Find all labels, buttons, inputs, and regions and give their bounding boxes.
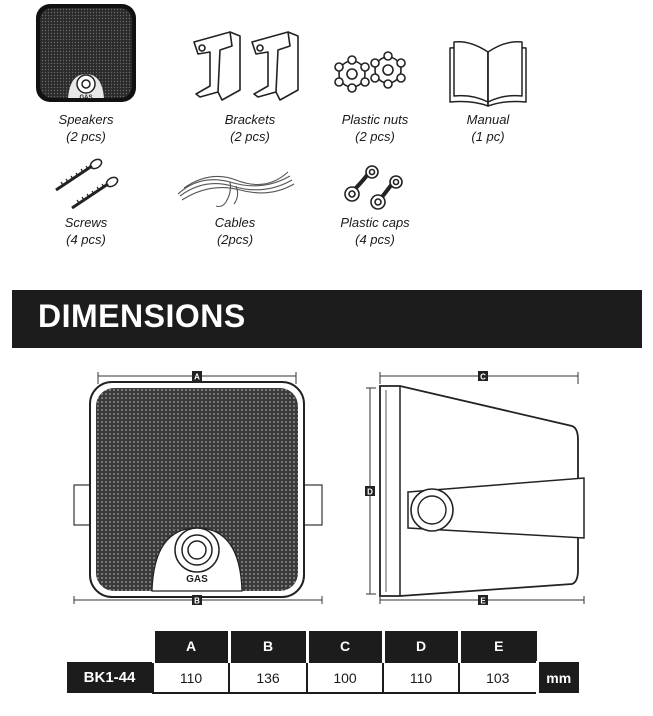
dimensions-banner xyxy=(12,290,642,348)
header-e: E xyxy=(459,631,537,662)
front-view xyxy=(74,371,322,606)
side-view xyxy=(365,371,584,606)
header-d: D xyxy=(383,631,459,662)
svg-text:GAS: GAS xyxy=(186,574,208,585)
item-brackets xyxy=(180,2,320,148)
item-qty: (2 pcs) xyxy=(355,129,395,144)
dimension-drawing xyxy=(0,360,653,610)
dim-label-e: E xyxy=(480,596,486,606)
plastic-nut-icon xyxy=(320,2,430,107)
item-name: Cables xyxy=(214,215,256,230)
bracket-icon xyxy=(180,2,320,107)
section-title: DIMENSIONS xyxy=(38,298,246,334)
dim-label-b: B xyxy=(194,596,200,606)
item-manual xyxy=(438,2,538,148)
item-qty: (2 pcs) xyxy=(66,129,106,144)
item-qty: (4 pcs) xyxy=(355,232,395,247)
cable-icon xyxy=(170,152,300,212)
item-name: Brackets xyxy=(224,112,276,127)
header-a: A xyxy=(153,631,229,662)
item-name: Screws xyxy=(64,215,108,230)
dimensions-table xyxy=(67,631,579,694)
dim-label-c: C xyxy=(480,372,486,382)
value-e: 103 xyxy=(459,662,537,693)
item-plastic-caps xyxy=(322,152,428,252)
screw-icon xyxy=(36,152,136,212)
value-b: 136 xyxy=(229,662,307,693)
header-b: B xyxy=(229,631,307,662)
model-cell: BK1-44 xyxy=(67,662,153,693)
item-qty: (2pcs) xyxy=(216,232,254,247)
item-name: Plastic caps xyxy=(340,215,410,230)
item-qty: (2 pcs) xyxy=(230,129,270,144)
value-d: 110 xyxy=(383,662,459,693)
manual-icon xyxy=(438,2,538,107)
unit-cell: mm xyxy=(537,662,579,693)
item-qty: (4 pcs) xyxy=(66,232,106,247)
item-qty: (1 pc) xyxy=(471,129,505,144)
item-plastic-nuts xyxy=(320,2,430,148)
speaker-icon xyxy=(26,2,146,107)
header-c: C xyxy=(307,631,383,662)
svg-text:GAS: GAS xyxy=(79,95,93,101)
item-speakers xyxy=(26,2,146,148)
dim-label-a: A xyxy=(194,372,200,382)
item-name: Manual xyxy=(466,112,510,127)
dim-label-d: D xyxy=(367,487,373,497)
item-name: Speakers xyxy=(58,112,114,127)
item-cables xyxy=(170,152,300,252)
value-c: 100 xyxy=(307,662,383,693)
plastic-cap-icon xyxy=(322,152,428,212)
value-a: 110 xyxy=(153,662,229,693)
item-name: Plastic nuts xyxy=(341,112,409,127)
table-row xyxy=(67,662,579,693)
item-screws xyxy=(36,152,136,252)
table-header-row xyxy=(67,631,579,662)
